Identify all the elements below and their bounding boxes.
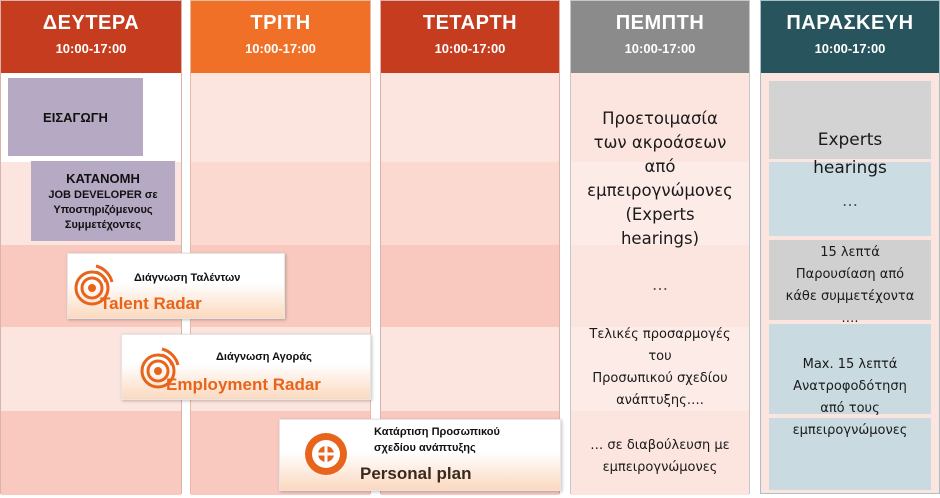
personal-title-line2: σχεδίου ανάπτυξης bbox=[374, 442, 476, 454]
talent-radar-card bbox=[67, 253, 285, 319]
consult-line: … σε διαβούλευση με bbox=[590, 438, 730, 453]
employment-radar-card bbox=[121, 334, 371, 400]
allocation-line3: Υποστηριζόμενους bbox=[53, 204, 153, 216]
adjust-line: Προσωπικού σχεδίου bbox=[592, 371, 728, 386]
target-icon bbox=[302, 430, 350, 478]
talent-title: Διάγνωση Ταλέντων bbox=[134, 272, 241, 284]
intro-label: ΕΙΣΑΓΩΓΗ bbox=[43, 109, 108, 125]
adjust-line: ανάπτυξης…. bbox=[616, 393, 704, 408]
allocation-line2: JOB DEVELOPER σε bbox=[48, 189, 158, 201]
experts-line: Experts bbox=[817, 130, 883, 150]
feedback-line: από τους bbox=[820, 401, 880, 416]
thursday-consult-text bbox=[570, 434, 750, 480]
hours-label: 10:00-17:00 bbox=[55, 41, 127, 56]
tuesday-header bbox=[191, 1, 370, 73]
allocation-box bbox=[31, 161, 175, 241]
thursday-ellipsis bbox=[570, 272, 750, 296]
feedback-line: Ανατροφοδότηση bbox=[793, 379, 907, 394]
present-line: κάθε συμμετέχοντα bbox=[785, 289, 915, 304]
personal-brand: Personal plan bbox=[360, 464, 472, 483]
day-label: ΤΡΙΤΗ bbox=[250, 12, 311, 34]
personal-plan-card bbox=[279, 419, 561, 491]
present-line: 15 λεπτά bbox=[820, 245, 880, 260]
present-line: …. bbox=[841, 311, 859, 326]
thursday-adjust-text bbox=[570, 322, 750, 414]
consult-line: εμπειρογνώμονες bbox=[602, 460, 718, 475]
talent-brand: Talent Radar bbox=[100, 294, 202, 313]
thursday-prep-text bbox=[570, 94, 750, 264]
feedback-line: Max. 15 λεπτά bbox=[802, 357, 898, 372]
personal-title-line1: Κατάρτιση Προσωπικού bbox=[374, 426, 500, 438]
prep-line: των ακροάσεων bbox=[593, 133, 727, 152]
friday-feedback-text bbox=[760, 350, 940, 446]
adjust-line: του bbox=[648, 349, 672, 364]
ellipsis-text: … bbox=[652, 274, 668, 294]
monday-header bbox=[1, 1, 181, 73]
prep-line: (Experts bbox=[625, 205, 695, 224]
ellipsis-text: … bbox=[842, 190, 858, 210]
day-label: ΠΕΜΠΤΗ bbox=[615, 12, 705, 34]
prep-line: εμπειρογνώμονες bbox=[587, 181, 733, 200]
day-label: ΤΕΤΑΡΤΗ bbox=[422, 12, 518, 34]
friday-header bbox=[761, 1, 939, 73]
hours-label: 10:00-17:00 bbox=[624, 41, 696, 56]
hours-label: 10:00-17:00 bbox=[814, 41, 886, 56]
thursday-header bbox=[571, 1, 749, 73]
prep-line: από bbox=[644, 157, 676, 176]
hours-label: 10:00-17:00 bbox=[245, 41, 316, 56]
monday-column bbox=[0, 0, 182, 494]
prep-line: hearings) bbox=[620, 229, 700, 248]
employment-brand: Employment Radar bbox=[166, 375, 321, 394]
day-label: ΔΕΥΤΕΡΑ bbox=[42, 12, 140, 34]
friday-ellipsis bbox=[760, 188, 940, 212]
allocation-line4: Συμμετέχοντες bbox=[64, 219, 142, 231]
present-line: Παρουσίαση από bbox=[795, 267, 905, 282]
employment-title: Διάγνωση Αγοράς bbox=[216, 351, 312, 363]
prep-line: Προετοιμασία bbox=[602, 109, 718, 128]
hours-label: 10:00-17:00 bbox=[434, 41, 506, 56]
day-label: ΠΑΡΑΣΚΕΥΗ bbox=[786, 12, 914, 34]
adjust-line: Τελικές προσαρμογές bbox=[589, 327, 731, 342]
friday-present-text bbox=[760, 240, 940, 332]
intro-box bbox=[8, 78, 143, 156]
allocation-line1: ΚΑΤΑΝΟΜΗ bbox=[66, 171, 140, 186]
experts-line: hearings bbox=[813, 158, 887, 178]
wednesday-header bbox=[381, 1, 559, 73]
feedback-line: εμπειρογνώμονες bbox=[792, 423, 908, 438]
friday-experts-text bbox=[760, 124, 940, 184]
